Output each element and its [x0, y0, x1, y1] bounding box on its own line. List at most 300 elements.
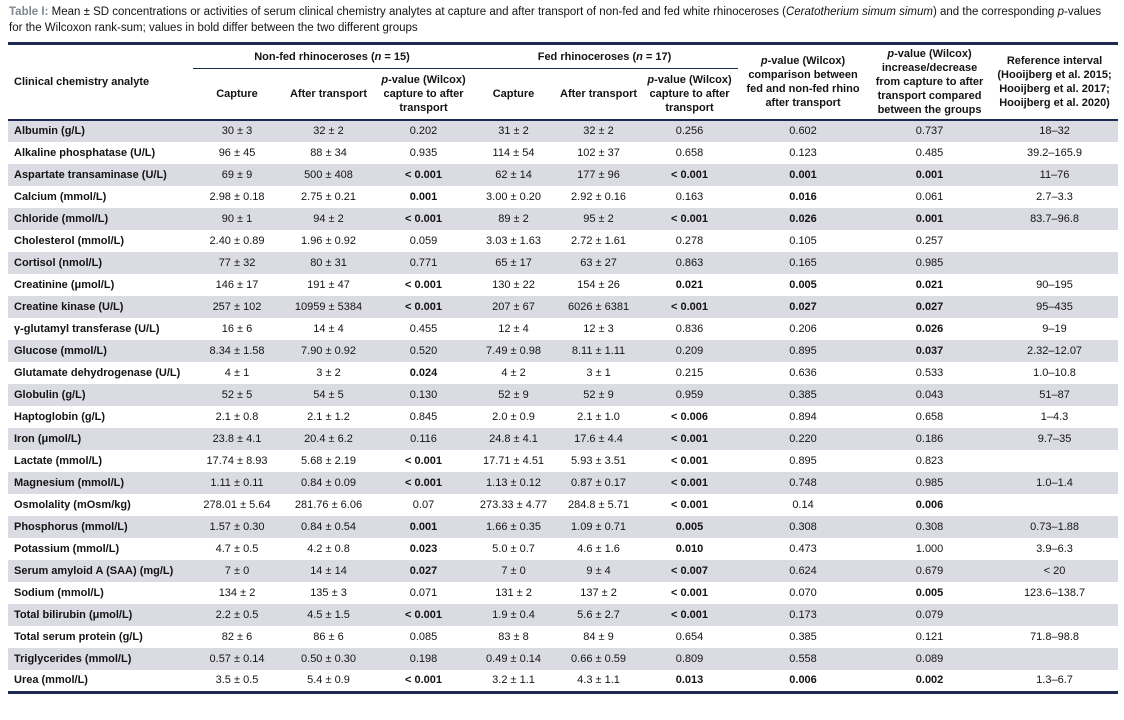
- value-cell: 0.602: [789, 125, 817, 138]
- value-cell: 114 ± 54: [492, 146, 535, 159]
- value-cell: 257 ± 102: [212, 300, 262, 313]
- value-cell: < 0.001: [671, 476, 709, 489]
- value-cell: 2.75 ± 0.21: [301, 190, 356, 203]
- table-row: [8, 362, 1118, 384]
- value-cell: 3.03 ± 1.63: [486, 234, 541, 247]
- value-cell: 3.00 ± 0.20: [486, 190, 541, 203]
- value-cell: 0.002: [915, 673, 944, 686]
- value-cell: < 0.001: [671, 300, 709, 313]
- value-cell: 0.520: [409, 344, 438, 357]
- analyte-cell: Potassium (mmol/L): [14, 542, 120, 555]
- value-cell: 0.206: [789, 322, 817, 335]
- value-cell: 17.74 ± 8.93: [206, 454, 268, 467]
- value-cell: 0.748: [789, 476, 817, 489]
- value-cell: 82 ± 6: [221, 630, 253, 643]
- value-cell: [991, 648, 1118, 670]
- analyte-cell: Creatinine (μmol/L): [14, 278, 115, 291]
- value-cell: 0.105: [789, 234, 817, 247]
- value-cell: 90 ± 1: [221, 212, 253, 225]
- value-cell: < 20: [1043, 564, 1066, 577]
- value-cell: 14 ± 14: [310, 564, 347, 577]
- value-cell: 0.49 ± 0.14: [486, 652, 541, 665]
- value-cell: 1.13 ± 0.12: [486, 476, 541, 489]
- value-cell: 0.220: [789, 432, 817, 445]
- value-cell: 0.636: [789, 366, 817, 379]
- value-cell: 30 ± 3: [221, 125, 253, 138]
- value-cell: 0.079: [915, 608, 944, 621]
- value-cell: 2.92 ± 0.16: [571, 190, 626, 203]
- value-cell: [991, 252, 1118, 274]
- value-cell: 0.894: [789, 410, 817, 423]
- value-cell: 0.895: [789, 344, 817, 357]
- value-cell: 0.959: [675, 388, 704, 401]
- analyte-cell: Calcium (mmol/L): [14, 190, 107, 203]
- value-cell: 32 ± 2: [583, 125, 614, 138]
- value-cell: < 0.001: [405, 673, 443, 686]
- analyte-cell: Globulin (g/L): [14, 388, 86, 401]
- header-p-comparison: p-value (Wilcox) comparison between fed and non-fed rhino after transport: [746, 54, 860, 109]
- value-cell: 4 ± 2: [501, 366, 526, 379]
- value-cell: 0.473: [789, 542, 817, 555]
- value-cell: 0.021: [675, 278, 704, 291]
- value-cell: 84 ± 9: [583, 630, 614, 643]
- value-cell: 278.01 ± 5.64: [203, 498, 271, 511]
- value-cell: 1.000: [915, 542, 944, 555]
- value-cell: 12 ± 3: [583, 322, 614, 335]
- value-cell: 5.6 ± 2.7: [577, 608, 620, 621]
- value-cell: 0.935: [409, 146, 438, 159]
- value-cell: 0.845: [409, 410, 438, 423]
- value-cell: 0.071: [409, 586, 438, 599]
- analyte-cell: Triglycerides (mmol/L): [14, 652, 132, 665]
- table-row: [8, 252, 1118, 274]
- value-cell: 207 ± 67: [492, 300, 535, 313]
- value-cell: 146 ± 17: [215, 278, 259, 291]
- value-cell: 2.7–3.3: [1036, 190, 1073, 203]
- value-cell: 0.121: [915, 630, 944, 643]
- value-cell: 0.001: [409, 520, 438, 533]
- value-cell: 3.2 ± 1.1: [492, 673, 535, 686]
- group-header-row: [8, 43, 1118, 68]
- table-row: [8, 494, 1118, 516]
- table-row: [8, 296, 1118, 318]
- value-cell: 134 ± 2: [218, 586, 256, 599]
- analyte-cell: Glutamate dehydrogenase (U/L): [14, 366, 181, 379]
- value-cell: 0.14: [792, 498, 814, 511]
- value-cell: 177 ± 96: [577, 168, 620, 181]
- value-cell: 83.7–96.8: [1030, 212, 1079, 225]
- value-cell: 31 ± 2: [498, 125, 529, 138]
- table-row: [8, 318, 1118, 340]
- value-cell: 4.5 ± 1.5: [307, 608, 350, 621]
- value-cell: 0.385: [789, 388, 817, 401]
- table-row: [8, 208, 1118, 230]
- table-row: [8, 340, 1118, 362]
- analyte-cell: Iron (μmol/L): [14, 432, 82, 445]
- value-cell: 0.84 ± 0.54: [301, 520, 356, 533]
- value-cell: 0.027: [915, 300, 944, 313]
- value-cell: < 0.001: [671, 432, 709, 445]
- value-cell: 7.49 ± 0.98: [486, 344, 541, 357]
- value-cell: 52 ± 5: [221, 388, 253, 401]
- analyte-cell: Albumin (g/L): [14, 125, 85, 138]
- value-cell: 0.027: [789, 300, 817, 313]
- value-cell: 0.023: [409, 542, 438, 555]
- table-row: [8, 406, 1118, 428]
- value-cell: < 0.001: [405, 476, 443, 489]
- value-cell: 65 ± 17: [495, 256, 532, 269]
- value-cell: 0.027: [409, 564, 438, 577]
- clinical-chemistry-table: [8, 42, 1118, 694]
- analyte-cell: Lactate (mmol/L): [14, 454, 103, 467]
- value-cell: 23.8 ± 4.1: [212, 432, 262, 445]
- value-cell: 8.11 ± 1.11: [571, 344, 626, 357]
- header-reference-interval: Reference interval (Hooijberg et al. 2015; Hooijberg et al. 2017; Hooijberg et al. 2020): [997, 54, 1112, 109]
- value-cell: 51–87: [1039, 388, 1070, 401]
- value-cell: 0.024: [409, 366, 438, 379]
- value-cell: 83 ± 8: [498, 630, 529, 643]
- value-cell: 3 ± 2: [316, 366, 341, 379]
- value-cell: 0.66 ± 0.59: [571, 652, 626, 665]
- value-cell: 0.198: [409, 652, 438, 665]
- value-cell: 0.215: [675, 366, 704, 379]
- value-cell: 0.013: [675, 673, 704, 686]
- header-nonfed-after-transport: After transport: [289, 87, 367, 100]
- value-cell: 0.001: [409, 190, 438, 203]
- analyte-cell: Cholesterol (mmol/L): [14, 234, 125, 247]
- value-cell: 7.90 ± 0.92: [301, 344, 356, 357]
- value-cell: 0.130: [409, 388, 438, 401]
- header-nonfed-p-value: p-value (Wilcox) capture to after transport: [381, 73, 466, 114]
- header-fed-capture: Capture: [492, 87, 535, 100]
- value-cell: 5.0 ± 0.7: [492, 542, 535, 555]
- value-cell: 0.006: [915, 498, 944, 511]
- value-cell: 3.5 ± 0.5: [215, 673, 259, 686]
- value-cell: 0.026: [789, 212, 817, 225]
- value-cell: < 0.001: [405, 454, 443, 467]
- value-cell: 90–195: [1036, 278, 1073, 291]
- value-cell: 7 ± 0: [224, 564, 250, 577]
- value-cell: < 0.001: [671, 454, 709, 467]
- value-cell: 0.624: [789, 564, 817, 577]
- table-row: [8, 164, 1118, 186]
- value-cell: 95 ± 2: [583, 212, 614, 225]
- value-cell: 9.7–35: [1037, 432, 1072, 445]
- value-cell: 54 ± 5: [313, 388, 344, 401]
- value-cell: 2.98 ± 0.18: [209, 190, 265, 203]
- value-cell: 0.679: [915, 564, 944, 577]
- value-cell: 284.8 ± 5.71: [567, 498, 630, 511]
- value-cell: 0.089: [915, 652, 944, 665]
- value-cell: 9–19: [1042, 322, 1067, 335]
- value-cell: 5.4 ± 0.9: [307, 673, 350, 686]
- analyte-cell: Total serum protein (g/L): [14, 630, 143, 643]
- value-cell: 0.070: [789, 586, 817, 599]
- analyte-cell: Haptoglobin (g/L): [14, 410, 106, 423]
- value-cell: 0.085: [409, 630, 438, 643]
- value-cell: 1.3–6.7: [1036, 673, 1073, 686]
- value-cell: 137 ± 2: [580, 586, 617, 599]
- value-cell: 5.68 ± 2.19: [301, 454, 356, 467]
- value-cell: 0.021: [915, 278, 944, 291]
- value-cell: 0.059: [409, 234, 438, 247]
- value-cell: 17.71 ± 4.51: [482, 454, 545, 467]
- value-cell: 71.8–98.8: [1030, 630, 1079, 643]
- value-cell: 281.76 ± 6.06: [294, 498, 363, 511]
- table-row: [8, 538, 1118, 560]
- value-cell: 0.005: [915, 586, 944, 599]
- value-cell: 0.658: [675, 146, 704, 159]
- table-row: [8, 274, 1118, 296]
- value-cell: [991, 494, 1118, 516]
- value-cell: 0.308: [789, 520, 817, 533]
- value-cell: 0.654: [675, 630, 704, 643]
- table-row: [8, 648, 1118, 670]
- value-cell: 0.202: [409, 125, 438, 138]
- value-cell: 0.771: [409, 256, 438, 269]
- value-cell: 191 ± 47: [307, 278, 350, 291]
- value-cell: 0.026: [915, 322, 944, 335]
- value-cell: 0.116: [410, 432, 437, 445]
- value-cell: 17.6 ± 4.4: [574, 432, 623, 445]
- header-nonfed-capture: Capture: [216, 87, 258, 100]
- value-cell: 4.2 ± 0.8: [307, 542, 350, 555]
- analyte-cell: Glucose (mmol/L): [14, 344, 107, 357]
- value-cell: 0.278: [675, 234, 704, 247]
- value-cell: 0.016: [789, 190, 817, 203]
- value-cell: 2.1 ± 1.2: [307, 410, 350, 423]
- value-cell: 2.32–12.07: [1027, 344, 1083, 357]
- value-cell: 4.3 ± 1.1: [577, 673, 620, 686]
- value-cell: 500 ± 408: [304, 168, 353, 181]
- value-cell: 24.8 ± 4.1: [489, 432, 538, 445]
- value-cell: < 0.001: [671, 168, 709, 181]
- value-cell: 0.209: [675, 344, 704, 357]
- table-row: [8, 450, 1118, 472]
- table-body: [8, 120, 1118, 692]
- value-cell: 1.66 ± 0.35: [486, 520, 541, 533]
- value-cell: 2.0 ± 0.9: [492, 410, 535, 423]
- value-cell: 0.57 ± 0.14: [209, 652, 265, 665]
- value-cell: 0.737: [915, 125, 944, 138]
- value-cell: 0.809: [675, 652, 704, 665]
- value-cell: 0.123: [789, 146, 817, 159]
- value-cell: < 0.001: [671, 212, 709, 225]
- value-cell: < 0.001: [671, 608, 709, 621]
- value-cell: 0.043: [915, 388, 944, 401]
- table-row: [8, 428, 1118, 450]
- value-cell: 154 ± 26: [577, 278, 620, 291]
- value-cell: 0.985: [915, 476, 944, 489]
- value-cell: < 0.001: [671, 586, 709, 599]
- value-cell: 0.005: [789, 278, 817, 291]
- table-row: [8, 626, 1118, 648]
- header-group-nonfed: Non-fed rhinoceroses (n = 15): [193, 43, 471, 68]
- table-row: [8, 120, 1118, 142]
- header-fed-after-transport: After transport: [560, 87, 638, 100]
- value-cell: 0.50 ± 0.30: [301, 652, 356, 665]
- value-cell: 0.037: [915, 344, 944, 357]
- value-cell: 1.0–1.4: [1036, 476, 1073, 489]
- value-cell: 0.256: [675, 125, 704, 138]
- value-cell: < 0.007: [671, 564, 709, 577]
- value-cell: 0.385: [789, 630, 817, 643]
- analyte-cell: Alkaline phosphatase (U/L): [14, 146, 156, 159]
- table-row: [8, 230, 1118, 252]
- value-cell: 131 ± 2: [495, 586, 532, 599]
- table-row: [8, 516, 1118, 538]
- value-cell: 14 ± 4: [313, 322, 344, 335]
- value-cell: 18–32: [1039, 125, 1070, 138]
- header-analyte: Clinical chemistry analyte: [14, 75, 150, 88]
- value-cell: [991, 230, 1118, 252]
- value-cell: 0.061: [915, 190, 944, 203]
- value-cell: 0.533: [915, 366, 944, 379]
- value-cell: 20.4 ± 6.2: [304, 432, 353, 445]
- analyte-cell: Creatine kinase (U/L): [14, 300, 124, 313]
- value-cell: 5.93 ± 3.51: [571, 454, 626, 467]
- value-cell: 10959 ± 5384: [294, 300, 363, 313]
- value-cell: 1.0–10.8: [1033, 366, 1076, 379]
- table-row: [8, 604, 1118, 626]
- value-cell: < 0.001: [405, 608, 443, 621]
- value-cell: 12 ± 4: [498, 322, 529, 335]
- value-cell: < 0.001: [405, 278, 443, 291]
- value-cell: 32 ± 2: [313, 125, 344, 138]
- value-cell: 0.001: [915, 212, 944, 225]
- value-cell: 0.985: [915, 256, 944, 269]
- value-cell: 2.2 ± 0.5: [215, 608, 259, 621]
- value-cell: 0.658: [915, 410, 944, 423]
- analyte-cell: Phosphorus (mmol/L): [14, 520, 128, 533]
- value-cell: 94 ± 2: [313, 212, 344, 225]
- value-cell: 1.09 ± 0.71: [571, 520, 626, 533]
- value-cell: [991, 604, 1118, 626]
- value-cell: 0.001: [789, 168, 817, 181]
- value-cell: 86 ± 6: [313, 630, 344, 643]
- value-cell: 16 ± 6: [221, 322, 253, 335]
- value-cell: 0.558: [789, 652, 817, 665]
- value-cell: 0.87 ± 0.17: [571, 476, 626, 489]
- value-cell: 273.33 ± 4.77: [479, 498, 548, 511]
- value-cell: 130 ± 22: [492, 278, 535, 291]
- value-cell: 88 ± 34: [310, 146, 347, 159]
- value-cell: 0.165: [789, 256, 817, 269]
- value-cell: 2.40 ± 0.89: [209, 234, 265, 247]
- table-row: [8, 142, 1118, 164]
- value-cell: 0.173: [789, 608, 817, 621]
- value-cell: < 0.001: [671, 498, 709, 511]
- value-cell: 4 ± 1: [224, 366, 250, 379]
- table-caption-label: Table I:: [9, 6, 49, 18]
- value-cell: 0.455: [409, 322, 438, 335]
- table-row: [8, 670, 1118, 692]
- value-cell: 0.823: [915, 454, 944, 467]
- table-row: [8, 186, 1118, 208]
- value-cell: 63 ± 27: [580, 256, 617, 269]
- value-cell: < 0.001: [405, 168, 443, 181]
- value-cell: 1.9 ± 0.4: [492, 608, 535, 621]
- table-row: [8, 582, 1118, 604]
- value-cell: 0.005: [675, 520, 704, 533]
- header-p-increase-decrease: p-value (Wilcox) increase/decrease from capture to after transport compared between the groups: [875, 47, 984, 117]
- analyte-cell: Total bilirubin (μmol/L): [14, 608, 133, 621]
- value-cell: 135 ± 3: [310, 586, 347, 599]
- value-cell: 95–435: [1036, 300, 1073, 313]
- value-cell: 0.163: [675, 190, 704, 203]
- value-cell: 39.2–165.9: [1027, 146, 1083, 159]
- value-cell: 0.308: [915, 520, 944, 533]
- table-caption-text: Mean ± SD concentrations or activities of serum clinical chemistry analytes at capture and after transport of non-fed and fed white rhinoceroses (Ceratotherium simum simum) and the corresponding p-values for the Wilcoxon rank-sum; values in bold differ between the two different groups: [9, 6, 1102, 34]
- value-cell: 8.34 ± 1.58: [209, 344, 265, 357]
- value-cell: 0.186: [915, 432, 944, 445]
- analyte-cell: Serum amyloid A (SAA) (mg/L): [14, 564, 174, 577]
- analyte-cell: Osmolality (mOsm/kg): [14, 498, 131, 511]
- value-cell: 4.6 ± 1.6: [577, 542, 620, 555]
- value-cell: 69 ± 9: [221, 168, 253, 181]
- value-cell: 0.895: [789, 454, 817, 467]
- analyte-cell: γ-glutamyl transferase (U/L): [14, 322, 160, 335]
- value-cell: 7 ± 0: [501, 564, 526, 577]
- analyte-cell: Aspartate transaminase (U/L): [14, 168, 167, 181]
- analyte-cell: Urea (mmol/L): [14, 673, 88, 686]
- analyte-cell: Sodium (mmol/L): [14, 586, 104, 599]
- value-cell: 0.07: [412, 498, 435, 511]
- value-cell: 89 ± 2: [498, 212, 529, 225]
- value-cell: < 0.001: [405, 212, 443, 225]
- value-cell: 2.1 ± 0.8: [215, 410, 259, 423]
- value-cell: 0.73–1.88: [1030, 520, 1079, 533]
- value-cell: 1.57 ± 0.30: [209, 520, 265, 533]
- analyte-cell: Chloride (mmol/L): [14, 212, 109, 225]
- value-cell: 0.001: [915, 168, 944, 181]
- value-cell: [991, 450, 1118, 472]
- table-row: [8, 384, 1118, 406]
- value-cell: 1–4.3: [1040, 410, 1069, 423]
- value-cell: 0.010: [675, 542, 704, 555]
- value-cell: 2.72 ± 1.61: [571, 234, 626, 247]
- table-header: [8, 43, 1118, 120]
- value-cell: 96 ± 45: [218, 146, 256, 159]
- value-cell: 6026 ± 6381: [567, 300, 630, 313]
- value-cell: 52 ± 9: [583, 388, 614, 401]
- value-cell: 0.836: [675, 322, 704, 335]
- value-cell: < 0.001: [405, 300, 443, 313]
- value-cell: 0.257: [915, 234, 944, 247]
- value-cell: 102 ± 37: [577, 146, 620, 159]
- value-cell: 1.96 ± 0.92: [301, 234, 356, 247]
- value-cell: 4.7 ± 0.5: [215, 542, 259, 555]
- table-caption: [9, 5, 1116, 37]
- value-cell: 11–76: [1039, 168, 1070, 181]
- value-cell: 52 ± 9: [498, 388, 529, 401]
- table-row: [8, 560, 1118, 582]
- value-cell: 80 ± 31: [310, 256, 347, 269]
- value-cell: 123.6–138.7: [1023, 586, 1086, 599]
- value-cell: 62 ± 14: [495, 168, 532, 181]
- header-fed-p-value: p-value (Wilcox) capture to after transport: [647, 73, 732, 114]
- value-cell: 77 ± 32: [218, 256, 256, 269]
- value-cell: 9 ± 4: [586, 564, 611, 577]
- value-cell: < 0.006: [671, 410, 709, 423]
- value-cell: 0.84 ± 0.09: [301, 476, 356, 489]
- value-cell: 0.863: [675, 256, 704, 269]
- value-cell: 0.485: [915, 146, 944, 159]
- value-cell: 1.11 ± 0.11: [210, 476, 264, 489]
- value-cell: 3.9–6.3: [1036, 542, 1073, 555]
- analyte-cell: Cortisol (nmol/L): [14, 256, 102, 269]
- value-cell: 2.1 ± 1.0: [577, 410, 620, 423]
